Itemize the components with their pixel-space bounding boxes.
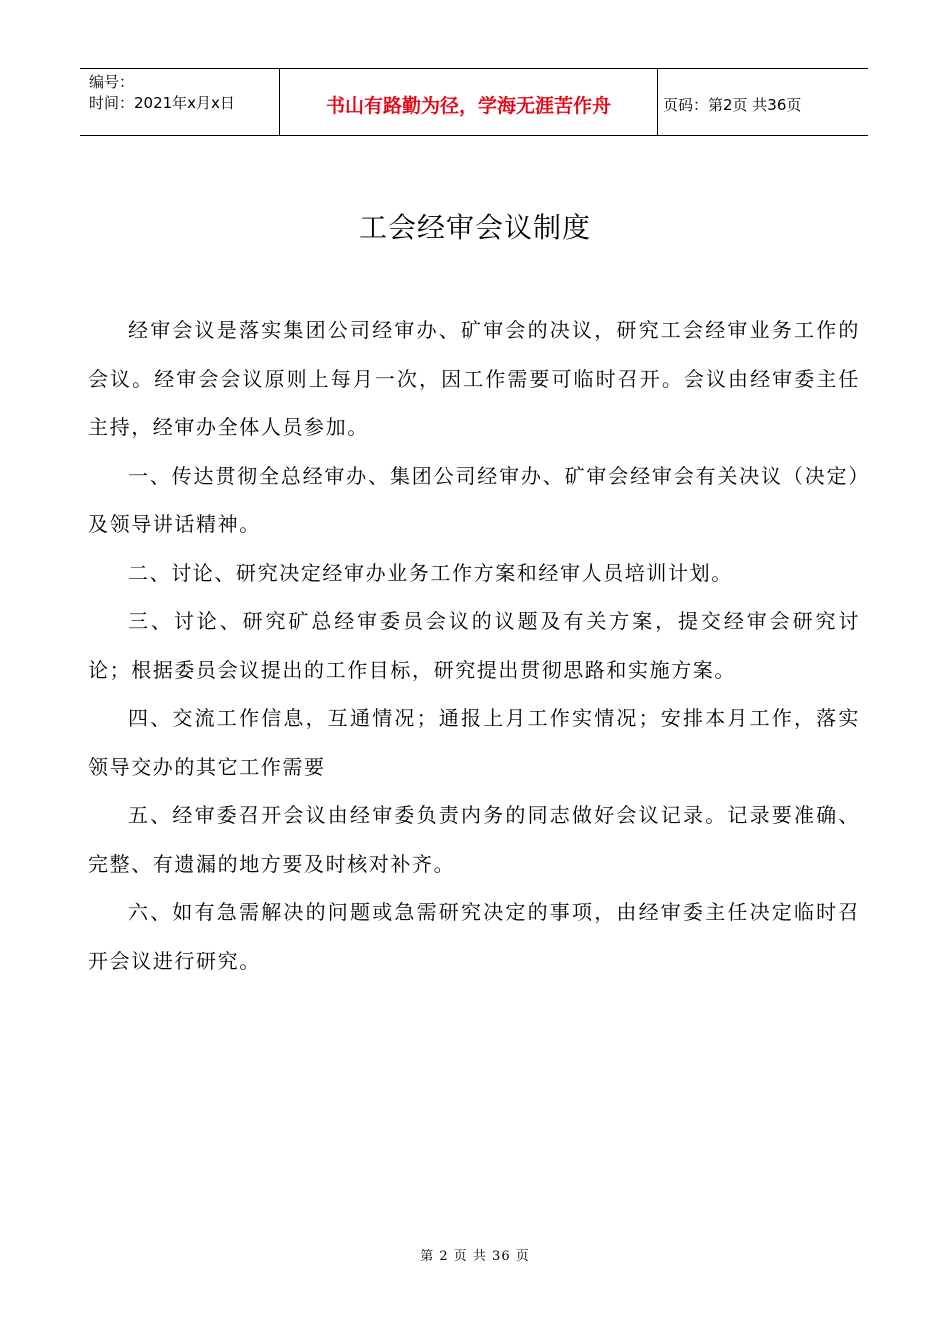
paragraph-intro: 经审会议是落实集团公司经审办、矿审会的决议，研究工会经审业务工作的会议。经审会会议原则上每月一次，因工作需要可临时召开。会议由经审委主任主持，经审办全体人员参加。 xyxy=(88,318,860,439)
document-time-label: 时间：2021年x月x日 xyxy=(89,94,235,112)
paragraph-item-1: 一、传达贯彻全总经审办、集团公司经审办、矿审会经审会有关决议（决定）及领导讲话精神。 xyxy=(88,463,860,536)
paragraph-item-3: 三、讨论、研究矿总经审委员会议的议题及有关方案，提交经审会研究讨论；根据委员会议提出的工作目标，研究提出贯彻思路和实施方案。 xyxy=(88,609,860,682)
header-motto: 书山有路勤为径，学海无涯苦作舟 xyxy=(280,69,658,135)
page-footer: 第 2 页 共 36 页 xyxy=(420,1249,530,1264)
document-body xyxy=(88,306,860,985)
document-title: 工会经审会议制度 xyxy=(358,211,591,244)
document-number-label: 编号： xyxy=(89,73,135,91)
paragraph-item-4: 四、交流工作信息，互通情况；通报上月工作实情况；安排本月工作，落实领导交办的其它工作需要 xyxy=(88,706,860,779)
page-header xyxy=(80,68,868,136)
header-meta xyxy=(80,69,280,135)
paragraph-item-2: 二、讨论、研究决定经审办业务工作方案和经审人员培训计划。 xyxy=(128,560,733,585)
paragraph-item-6: 六、如有急需解决的问题或急需研究决定的事项，由经审委主任决定临时召开会议进行研究。 xyxy=(88,900,860,973)
header-page-number: 页码：第2页 共36页 xyxy=(663,95,802,114)
paragraph-item-5: 五、经审委召开会议由经审委负责内务的同志做好会议记录。记录要准确、完整、有遗漏的地方要及时核对补齐。 xyxy=(88,803,860,876)
